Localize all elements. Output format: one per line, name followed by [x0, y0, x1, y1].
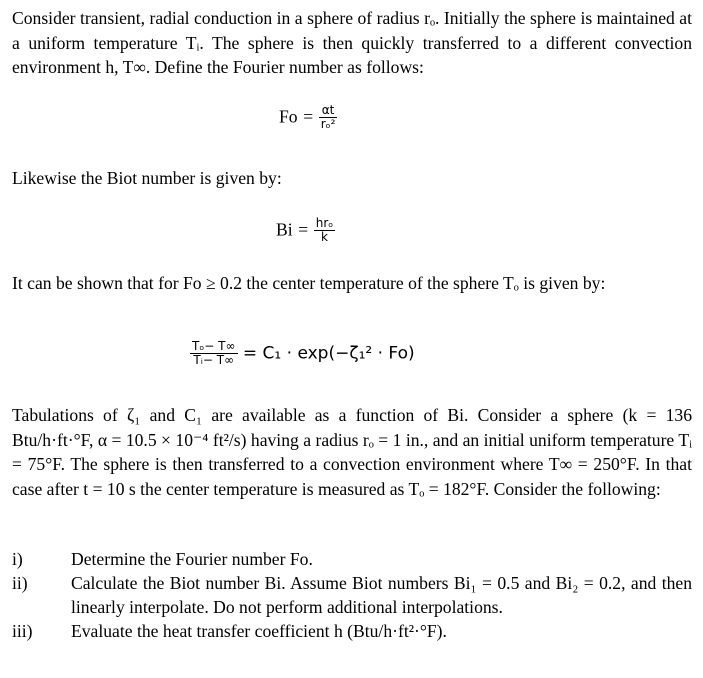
fo-numerator: αt [321, 103, 335, 117]
temp-ratio-numerator: Tₒ− T∞ [192, 339, 236, 353]
list-item [12, 547, 692, 571]
item-number: i) [12, 549, 23, 569]
fourier-number-equation [279, 104, 337, 131]
bi-equals: = [298, 219, 309, 240]
center-temp-paragraph: It can be shown that for Fo ≥ 0.2 the center temperature of the sphere Tₒ is given by: [12, 273, 606, 293]
problem-data-paragraph: Tabulations of ζ₁ and C₁ are available as a function of Bi. Consider a sphere (k = 136 Btu/h·ft·°F, α = 10.5 × 10⁻⁴ ft²/s) having a radius rₒ = 1 in., and an initial uniform temperature Tᵢ = 75°F. The sphere is then transferred to a convection environment where T∞ = 250°F. In that case after t = 10 s the center temperature is measured as Tₒ = 182°F. Consider the following: [12, 405, 692, 499]
fo-fraction [319, 104, 338, 131]
center-eq-rhs: = C₁ · exp(−ζ₁² · Fo) [242, 343, 415, 364]
bi-numerator: hrₒ [315, 216, 334, 230]
bi-denominator: k [321, 230, 328, 244]
temp-ratio-denominator: Tᵢ− T∞ [193, 353, 235, 367]
item-number: iii) [12, 621, 33, 641]
temp-ratio-fraction [190, 340, 238, 367]
intro-paragraph: Consider transient, radial conduction in a sphere of radius rₒ. Initially the sphere is maintained at a uniform temperature Tᵢ. The sphere is then quickly transferred to a different convection environment h, T∞. Define the Fourier number as follows: [12, 8, 692, 77]
biot-intro: Likewise the Biot number is given by: [12, 168, 282, 188]
fo-denominator: rₒ² [320, 117, 336, 131]
biot-number-equation [276, 217, 335, 244]
fo-lhs: Fo [279, 106, 298, 127]
item-number: ii) [12, 573, 28, 593]
item-text: Evaluate the heat transfer coefficient h (Btu/h·ft²·°F). [71, 621, 447, 641]
fo-equals: = [303, 106, 314, 127]
list-item [12, 619, 692, 643]
bi-fraction [314, 217, 336, 244]
item-text: Determine the Fourier number Fo. [71, 549, 313, 569]
center-temperature-equation [190, 340, 415, 367]
item-text: Calculate the Biot number Bi. Assume Biot numbers Bi₁ = 0.5 and Bi₂ = 0.2, and then linearly interpolate. Do not perform additional interpolations. [71, 573, 692, 617]
list-item [12, 571, 692, 619]
bi-lhs: Bi [276, 219, 293, 240]
question-list [12, 547, 692, 643]
